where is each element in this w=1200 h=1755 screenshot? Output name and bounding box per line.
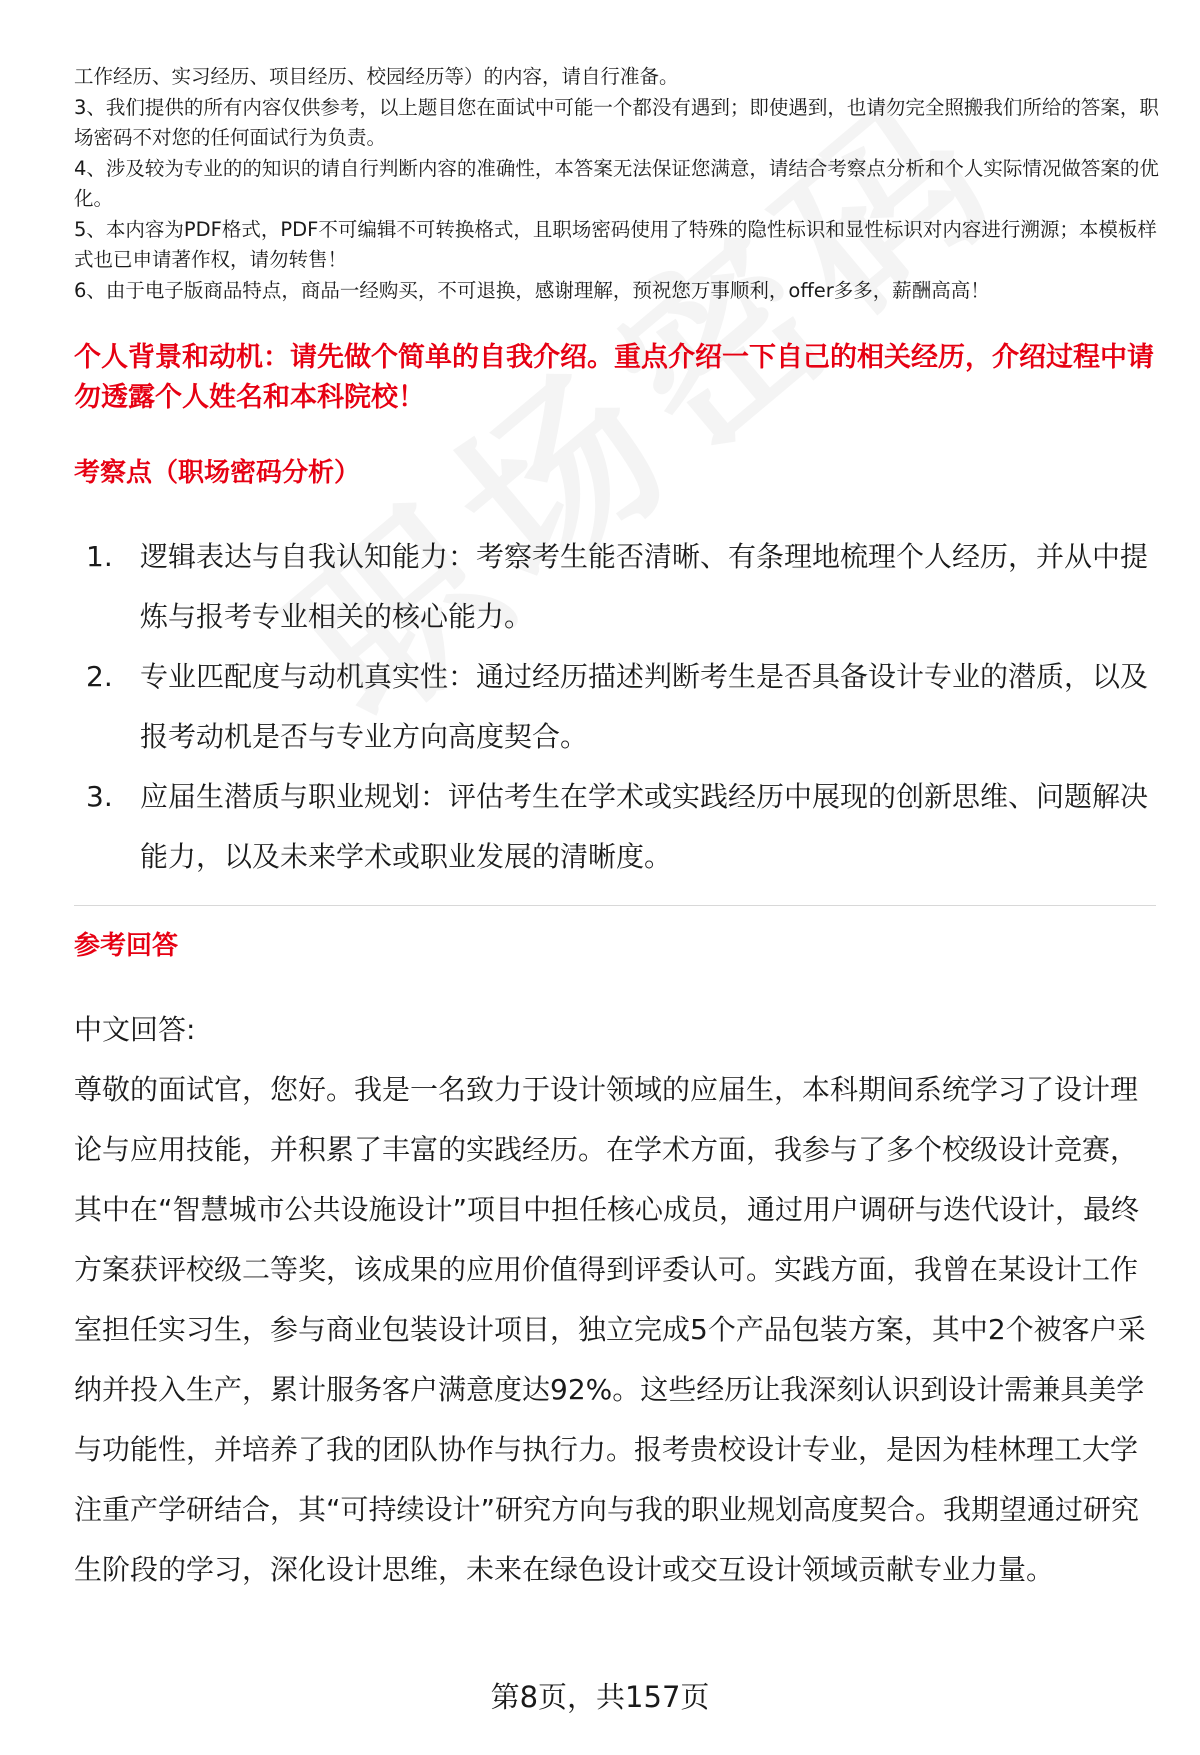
note-line: 5、本内容为PDF格式，PDF不可编辑不可转换格式，且职场密码使用了特殊的隐性标识和显性标识对内容进行溯源；本模板样式也已申请著作权，请勿转售！ — [74, 217, 1157, 271]
note-line: 3、我们提供的所有内容仅供参考，以上题目您在面试中可能一个都没有遇到；即使遇到，也请勿完全照搬我们所给的答案，职场密码不对您的任何面试行为负责。 — [74, 95, 1159, 149]
note-line: 工作经历、实习经历、项目经历、校园经历等）的内容，请自行准备。 — [74, 65, 679, 88]
list-item-text: 应届生潜质与职业规划：评估考生在学术或实践经历中展现的创新思维、问题解决能力，以及未来学术或职业发展的清晰度。 — [140, 780, 1149, 873]
interview-question: 个人背景和动机：请先做个简单的自我介绍。重点介绍一下自己的相关经历，介绍过程中请勿透露个人姓名和本科院校！ — [74, 342, 1154, 413]
list-item-number: 3. — [86, 780, 113, 813]
answer-body: 尊敬的面试官，您好。我是一名致力于设计领域的应届生，本科期间系统学习了设计理论与应用技能，并积累了丰富的实践经历。在学术方面，我参与了多个校级设计竞赛，其中在“智慧城市公共设施设计”项目中担任核心成员，通过用户调研与迭代设计，最终方案获评校级二等奖，该成果的应用价值得到评委认可。实践方面，我曾在某设计工作室担任实习生，参与商业包装设计项目，独立完成5个产品包装方案，其中2个被客户采纳并投入生产，累计服务客户满意度达92%。这些经历让我深刻认识到设计需兼具美学与功能性，并培养了我的团队协作与执行力。报考贵校设计专业，是因为桂林理工大学注重产学研结合，其“可持续设计”研究方向与我的职业规划高度契合。我期望通过研究生阶段的学习，深化设计思维，未来在绿色设计或交互设计领域贡献专业力量。 — [74, 1073, 1146, 1586]
list-item — [86, 527, 1156, 647]
page-number: 第8页，共157页 — [490, 1680, 710, 1714]
list-item-number: 1. — [86, 540, 113, 573]
reference-answer — [74, 1000, 1154, 1600]
list-item — [86, 647, 1156, 767]
list-item-text: 专业匹配度与动机真实性：通过经历描述判断考生是否具备设计专业的潜质，以及报考动机是否与专业方向高度契合。 — [140, 660, 1149, 753]
list-item — [86, 767, 1156, 887]
note-line: 4、涉及较为专业的的知识的请自行判断内容的准确性，本答案无法保证您满意，请结合考察点分析和个人实际情况做答案的优化。 — [74, 156, 1159, 210]
notes-block — [74, 62, 1164, 306]
list-item-text: 逻辑表达与自我认知能力：考察考生能否清晰、有条理地梳理个人经历，并从中提炼与报考专业相关的核心能力。 — [140, 540, 1149, 633]
answer-label: 中文回答: — [74, 1013, 196, 1046]
note-line: 6、由于电子版商品特点，商品一经购买，不可退换，感谢理解，预祝您万事顺利，offer多多，薪酬高高！ — [74, 278, 990, 302]
reference-answer-heading: 参考回答 — [74, 931, 179, 961]
assessment-heading: 考察点（职场密码分析） — [74, 458, 361, 488]
list-item-number: 2. — [86, 660, 113, 693]
section-divider — [74, 905, 1156, 906]
assessment-points-list — [86, 527, 1156, 887]
